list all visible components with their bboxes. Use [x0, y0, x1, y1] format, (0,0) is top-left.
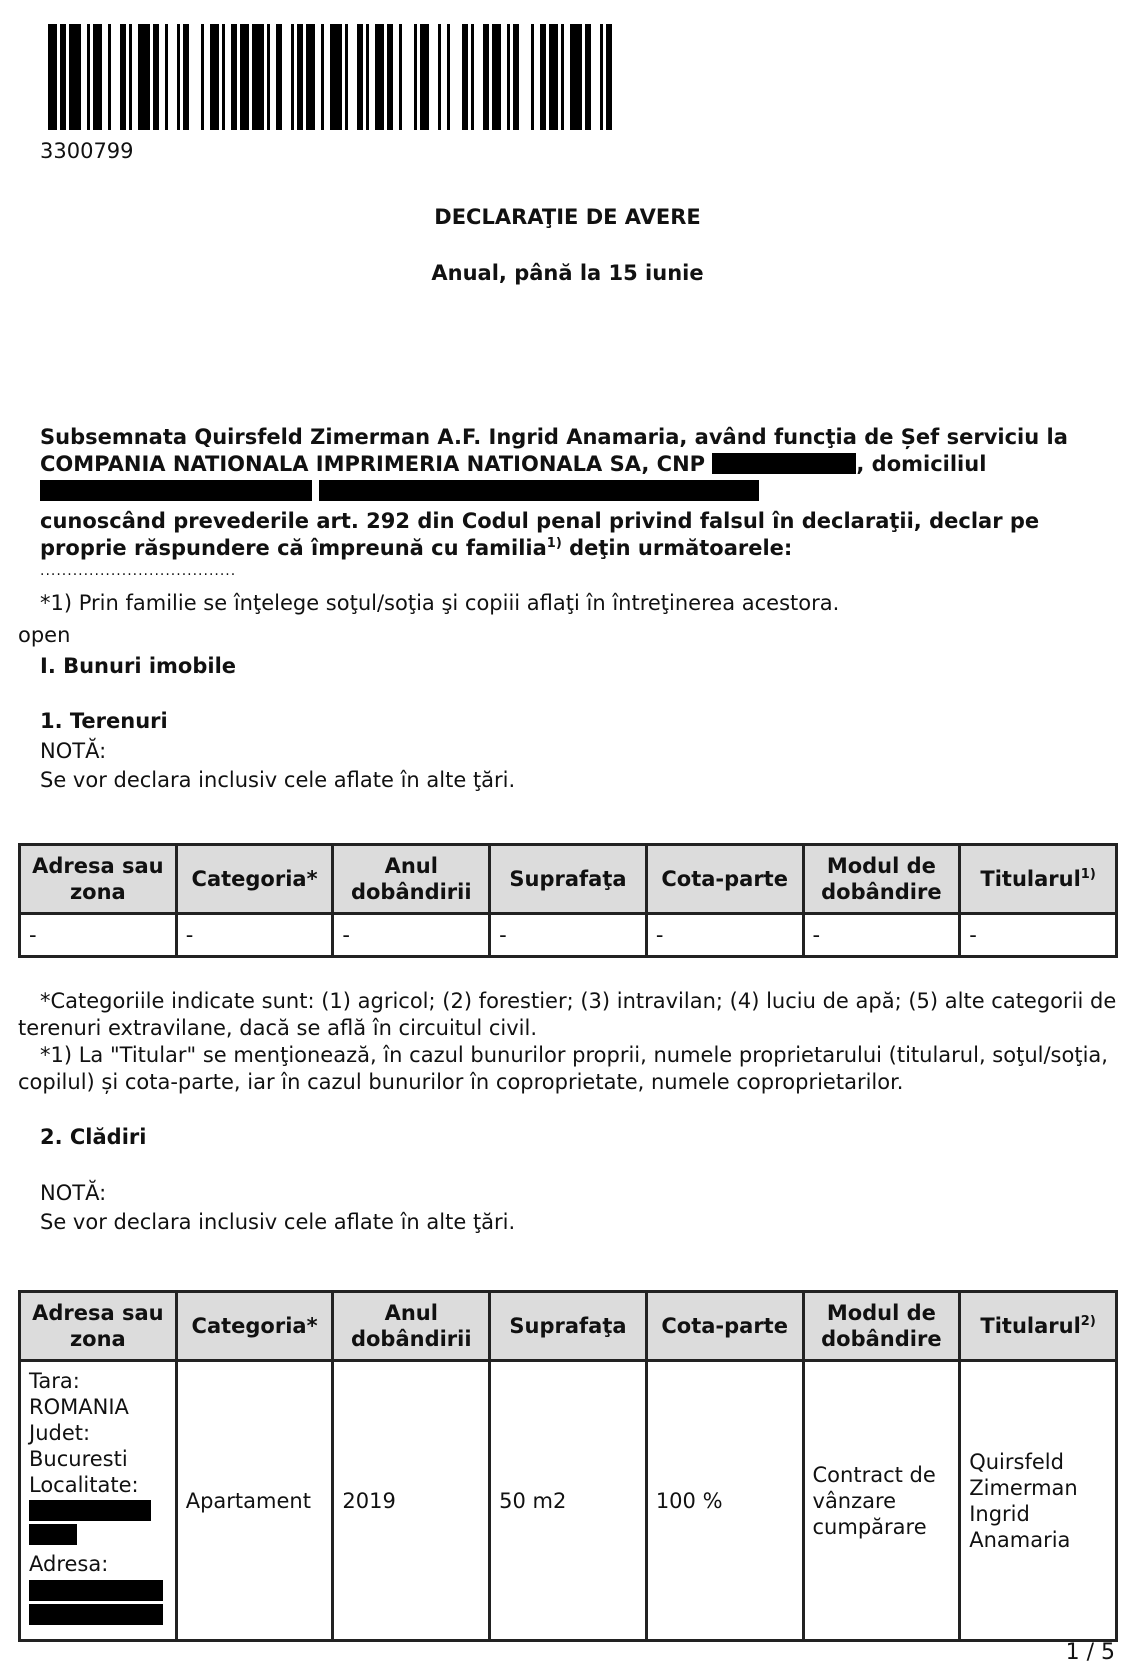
nota-label: NOTĂ: — [40, 739, 107, 763]
adresa-label: Adresa: — [29, 1552, 109, 1576]
header-categoria: Categoria* — [176, 845, 333, 914]
header-categoria: Categoria* — [176, 1292, 333, 1361]
header-cota: Cota-parte — [646, 1292, 803, 1361]
anul-cell: 2019 — [333, 1361, 490, 1641]
cladiri-table — [18, 1290, 1118, 1642]
header-suprafata: Suprafaţa — [490, 845, 647, 914]
header-titular-text: Titularul — [980, 1314, 1081, 1338]
header-anul: Anul dobândirii — [333, 845, 490, 914]
terenuri-table — [18, 843, 1118, 958]
redacted-localitate — [29, 1500, 151, 1521]
titular-cell: Quirsfeld Zimerman Ingrid Anamaria — [960, 1361, 1117, 1641]
declaration-intro — [18, 424, 1118, 562]
header-adresa: Adresa sau zona — [20, 1292, 177, 1361]
table-cell: - — [803, 914, 960, 957]
titular-note: *1) La "Titular" se menţionează, în cazul bunurilor proprii, numele proprietarului (titularul, soţul/soţia, copilul) și cota-parte, iar în cazul bunurilor în coproprietate, numele coproprietarilor. — [18, 1043, 1108, 1094]
subsection-terenuri: 1. Terenuri — [40, 709, 168, 733]
redacted-cnp — [712, 453, 856, 474]
header-modul: Modul de dobândire — [803, 845, 960, 914]
header-suprafata: Suprafaţa — [490, 1292, 647, 1361]
table-cell: - — [20, 914, 177, 957]
barcode-number: 3300799 — [40, 139, 134, 163]
table-cell: - — [646, 914, 803, 957]
header-titular — [960, 1292, 1117, 1361]
redacted-adresa — [29, 1580, 163, 1601]
header-titular-sup: 1) — [1080, 867, 1096, 882]
table-row — [20, 1361, 1117, 1641]
table-cell: - — [960, 914, 1117, 957]
suprafata-cell: 50 m2 — [490, 1361, 647, 1641]
localitate-label: Localitate: — [29, 1473, 139, 1497]
redacted-adresa-2 — [29, 1604, 163, 1625]
page-number: 1 / 5 — [1065, 1640, 1115, 1665]
tara-value: ROMANIA — [29, 1395, 129, 1419]
nota-label-2: NOTĂ: — [40, 1181, 107, 1205]
family-footnote: *1) Prin familie se înţelege soţul/soţia şi copiii aflaţi în întreţinerea acestora. — [40, 591, 840, 615]
tara-label: Tara: — [29, 1369, 80, 1393]
header-anul: Anul dobândirii — [333, 1292, 490, 1361]
intro-continuation: cunoscând prevederile art. 292 din Codul penal privind falsul în declaraţii, declar pe proprie răspundere că împreună cu familia — [40, 509, 1040, 560]
redacted-localitate-2 — [29, 1524, 77, 1545]
dotted-line: .................................... — [40, 563, 237, 579]
header-titular-text: Titularul — [980, 867, 1081, 891]
header-modul: Modul de dobândire — [803, 1292, 960, 1361]
header-cota: Cota-parte — [646, 845, 803, 914]
categoria-cell: Apartament — [176, 1361, 333, 1641]
table-header-row — [20, 1292, 1117, 1361]
subsection-cladiri: 2. Clădiri — [40, 1125, 147, 1149]
barcode — [48, 24, 618, 130]
judet-value: Bucuresti — [29, 1447, 128, 1471]
category-notes — [18, 988, 1118, 1096]
section-heading: I. Bunuri imobile — [40, 654, 237, 678]
table-header-row — [20, 845, 1117, 914]
table-cell: - — [333, 914, 490, 957]
nota-text: Se vor declara inclusiv cele aflate în alte ţări. — [40, 768, 516, 792]
domiciliu-label: , domiciliul — [856, 452, 987, 476]
cota-cell: 100 % — [646, 1361, 803, 1641]
nota-text-2: Se vor declara inclusiv cele aflate în alte ţări. — [40, 1210, 516, 1234]
modul-cell: Contract de vânzare cumpărare — [803, 1361, 960, 1641]
header-titular-sup: 2) — [1080, 1314, 1096, 1329]
judet-label: Judet: — [29, 1421, 91, 1445]
address-cell — [20, 1361, 177, 1641]
document-title: DECLARAŢIE DE AVERE — [434, 205, 701, 229]
footnote-ref: 1) — [546, 536, 562, 551]
table-cell: - — [490, 914, 647, 957]
table-row — [20, 914, 1117, 957]
redacted-address — [40, 480, 312, 501]
header-adresa: Adresa sau zona — [20, 845, 177, 914]
header-titular — [960, 845, 1117, 914]
open-label: open — [18, 623, 71, 647]
intro-line: Subsemnata Quirsfeld Zimerman A.F. Ingrid Anamaria, având funcţia de Șef serviciu la COMPANIA NATIONALA IMPRIMERIA NATIONALA SA, CNP — [40, 425, 1068, 476]
category-note: *Categoriile indicate sunt: (1) agricol; (2) forestier; (3) intravilan; (4) luciu de apă; (5) alte categorii de terenuri extravilane, dacă se află în circuitul civil. — [18, 989, 1117, 1040]
document-subtitle: Anual, până la 15 iunie — [431, 261, 704, 285]
redacted-address-2 — [319, 480, 759, 501]
intro-end: deţin următoarele: — [561, 536, 793, 560]
table-cell: - — [176, 914, 333, 957]
